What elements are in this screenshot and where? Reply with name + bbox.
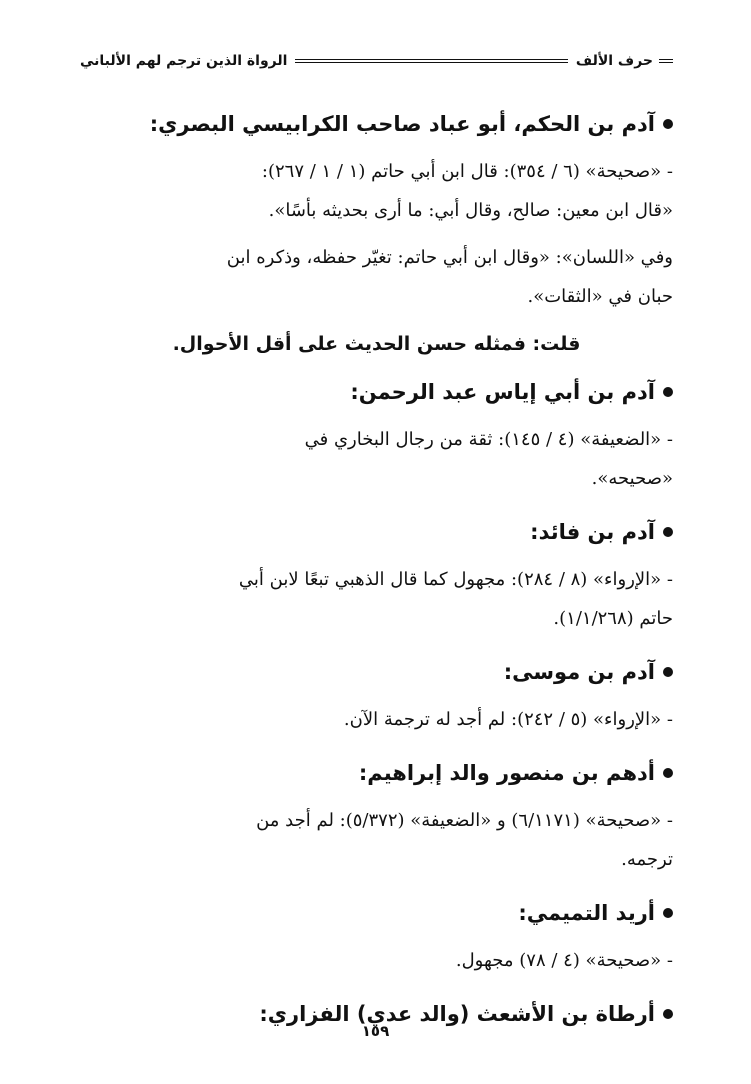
header-book-title: الرواة الذين ترجم لهم الألباني [80,53,288,69]
entry-title-text: آدم بن الحكم، أبو عباد صاحب الكرابيسي البصري: [149,112,655,136]
bullet-icon [663,119,673,129]
page-header [80,50,673,72]
entry-line: حبان في «الثقات». [527,286,673,307]
entry-title [80,512,673,552]
entry-line: - «صحيحة» (٦ / ٣٥٤): قال ابن أبي حاتم (١ / ١ / ٢٦٧): [261,161,673,182]
entry-title-text: أريد التميمي: [518,901,655,925]
entry-line: - «الإرواء» (٥ / ٢٤٢): لم أجد له ترجمة الآن. [343,709,673,730]
entry-title [80,372,673,412]
entry-line: وفي «اللسان»: «وقال ابن أبي حاتم: تغيّر حفظه، وذكره ابن [226,247,673,268]
entry [80,512,673,638]
bullet-icon [663,908,673,918]
entry-title-text: أرطاة بن الأشعث (والد عدي) الفزاري: [259,1002,655,1026]
entry [80,652,673,739]
entry-line: - «الضعيفة» (٤ / ١٤٥): ثقة من رجال البخاري في [304,429,673,450]
entry [80,893,673,980]
entry-note: قلت: فمثله حسن الحديث على أقل الأحوال. [172,333,581,355]
entry-title-text: أدهم بن منصور والد إبراهيم: [358,761,655,785]
entry-line: - «الإرواء» (٨ / ٢٨٤): مجهول كما قال الذهبي تبعًا لابن أبي [238,569,673,590]
entry-line: «صحيحه». [591,468,673,489]
entry-line: - «صحيحة» (٤ / ٧٨) مجهول. [455,950,673,971]
entry-line: حاتم (١/١/٢٦٨). [553,608,673,629]
entry-title-text: آدم بن موسى: [503,660,655,684]
entry-line: «قال ابن معين: صالح، وقال أبي: ما أرى بحديثه بأسًا». [268,200,673,221]
entry-title [80,893,673,933]
page-content [80,104,673,1034]
entry [80,104,673,364]
entry [80,753,673,879]
page-number: ١٥٩ [361,1022,390,1040]
entry-title-text: آدم بن أبي إياس عبد الرحمن: [350,380,655,404]
entry-line: - «صحيحة» (٦/١١٧١) و «الضعيفة» (٥/٣٧٢): لم أجد من [256,810,673,831]
entry-title [80,753,673,793]
header-rule [295,59,567,63]
bullet-icon [663,527,673,537]
entry-title-text: آدم بن فائد: [530,520,655,544]
bullet-icon [663,387,673,397]
bullet-icon [663,667,673,677]
entry-line: ترجمه. [621,849,673,870]
header-chapter: حرف الألف [575,53,653,69]
entry-title [80,104,673,144]
entry-title [80,652,673,692]
entry [80,372,673,498]
bullet-icon [663,768,673,778]
header-mark [659,59,673,63]
bullet-icon [663,1009,673,1019]
